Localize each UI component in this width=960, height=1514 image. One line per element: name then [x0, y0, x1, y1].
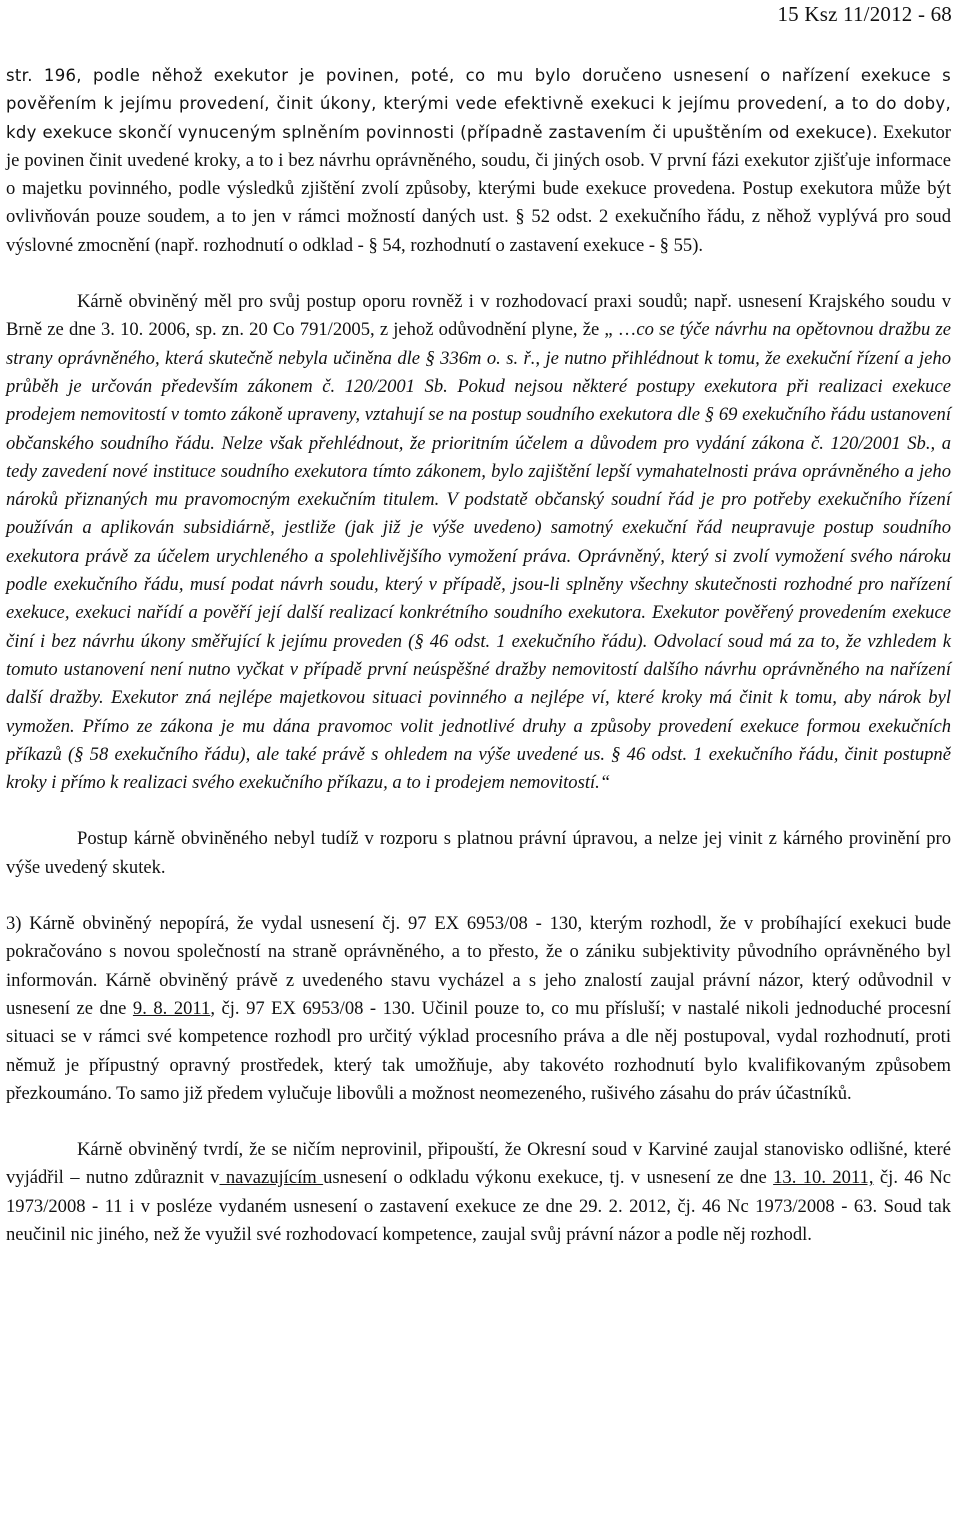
- paragraph-5: [6, 1136, 951, 1249]
- paragraph-2-quotation: co se týče návrhu na opětovnou dražbu ze strany oprávněného, která skutečně nebyla učiněna dle § 336m o. s. ř., je nutno přihlédnout k tomu, že exekuční řízení a jeho průběh je určován především zákonem č. 120/2001 Sb. Pokud nejsou některé postupy exekutora při realizaci exekuce prodejem nemovitostí v tomto zákoně upraveny, vztahují se na postup soudního exekutora dle § 69 exekučního řádu ustanovení občanského soudního řádu. Nelze však přehlédnout, že prioritním účelem a důvodem pro vydání zákona č. 120/2001 Sb., a tedy zavedení nové instituce soudního exekutora tímto zákonem, bylo zajištění lepší vymahatelnosti práva oprávněného a jeho nároků přiznaných mu pravomocným exekučním titulem. V podstatě občanský soudní řád je pro potřeby exekučního řízení používán a aplikován subsidiárně, jestliže (jak již je výše uvedeno) samotný exekuční řád neupravuje postup soudního exekutora právě za účelem urychleného a spolehlivějšího vymožení práva. Oprávněný, který si zvolí vymožení svého nároku podle exekučního řádu, musí podat návrh soudu, který v případě, jsou-li splněny všechny skutečnosti rozhodné pro nařízení exekuce, exekuci nařídí a pověří její další realizací konkrétního soudního exekutora. Exekutor pověřený provedením exekuce činí i bez návrhu úkony směřující k jejímu proveden (§ 46 odst. 1 exekučního řádu). Odvolací soud má za to, že vzhledem k tomuto ustanovení není nutno vyčkat v případě první neúspěšné dražby nemovitostí dalšího návrhu oprávněného na nařízení další dražby. Exekutor zná nejlépe majetkovou situaci povinného a nejlépe ví, které kroky má činit k tomu, aby nárok byl vymožen. Přímo ze zákona je mu dána pravomoc volit jednotlivé druhy a způsoby provedení exekuce formou exekučních příkazů (§ 58 exekučního řádu), ale také právě s ohledem na výše uvedené us. § 46 odst. 1 exekučního řádu, činit postupně kroky i přímo k realizaci svého exekučního příkazu, a to i prodejem nemovitostí.“: [6, 319, 951, 794]
- paragraph-5-underlined-date: 13. 10. 2011,: [773, 1167, 874, 1189]
- paragraph-5-part-a: Kárně obviněný tvrdí, že se ničím neprovinil, připouští, že Okresní soud v Karviné zaujal stanovisko odlišné, které vyjádřil – nutno zdůraznit v: [6, 1139, 951, 1189]
- paragraph-3: Postup kárně obviněného nebyl tudíž v rozporu s platnou právní úpravou, a nelze jej vinit z kárného provinění pro výše uvedený skutek.: [6, 828, 951, 878]
- paragraph-4-date: 9. 8. 2011: [132, 997, 211, 1019]
- paragraph-5-part-b: usnesení o odkladu výkonu exekuce, tj. v usnesení ze dne: [323, 1167, 767, 1189]
- paragraph-5-underlined-word: navazujícím: [219, 1167, 324, 1189]
- page-header-reference: 15 Ksz 11/2012 - 68: [777, 2, 952, 26]
- paragraph-4: [6, 910, 951, 1108]
- document-body: [6, 62, 951, 1249]
- paragraph-4-part-a: 3) Kárně obviněný nepopírá, že vydal usnesení čj. 97 EX 6953/08 - 130, kterým rozhodl, že v probíhající exekuci bude pokračováno s novou společností na straně oprávněného, a to přesto, že o zániku subjektivity původního oprávněného byl informován. Kárně obviněný právě z uvedeného stavu vycházel a s jeho znalostí zaujal právní názor, který odůvodnil v usnesení ze dne: [6, 913, 951, 1019]
- paragraph-1-sans-part: str. 196, podle něhož exekutor je povinen, poté, co mu bylo doručeno usnesení o nařízení exekuce s pověřením k jejímu provedení, činit úkony, kterými vede efektivně exekuci k jejímu provedení, a to do doby, kdy exekuce skončí vynuceným splněním povinnosti (případně zastavením či upuštěním od exekuce).: [6, 66, 951, 142]
- paragraph-5-part-c: čj. 46 Nc 1973/2008 - 11 i v posléze vydaném usnesení o zastavení exekuce ze dne 29. 2. 2012, čj. 46 Nc 1973/2008 - 63. Soud tak neučinil nic jiného, než že využil své rozhodovací kompetence, zaujal svůj právní názor a podle něj rozhodl.: [6, 1167, 952, 1245]
- paragraph-4-part-b: , čj. 97 EX 6953/08 - 130. Učinil pouze to, co mu přísluší; v nastalé nikoli jednoduché procesní situaci se v rámci své kompetence rozhodl pro určitý výklad procesního práva a dle něj postupoval, vydal rozhodnutí, proti němuž je přípustný opravný prostředek, který tak umožňuje, aby takovéto rozhodnutí bylo kvalifikovaným způsobem přezkoumáno. To samo již předem vylučuje libovůli a možnost neomezeného, rušivého zásahu do práv účastníků.: [6, 997, 952, 1104]
- paragraph-2-intro: Kárně obviněný měl pro svůj postup oporu rovněž i v rozhodovací praxi soudů; např. usnesení Krajského soudu v Brně ze dne 3. 10. 2006, sp. zn. 20 Co 791/2005, z jehož odůvodnění plyne, že „ …: [6, 291, 951, 341]
- paragraph-1-serif-part: Exekutor je povinen činit uvedené kroky, a to i bez návrhu oprávněného, soudu, či jiných osob. V první fázi exekutor zjišťuje informace o majetku povinného, podle výsledků zjištění zvolí způsoby, kterými bude exekuce provedena. Postup exekutora může být ovlivňován pouze soudem, a to jen v rámci možností daných ust. § 52 odst. 2 exekučního řádu, z něhož vyplývá pro soud výslovné zmocnění (např. rozhodnutí o odklad - § 54, rozhodnutí o zastavení exekuce - § 55).: [6, 121, 951, 256]
- paragraph-1: [6, 62, 951, 260]
- paragraph-2: [6, 288, 951, 797]
